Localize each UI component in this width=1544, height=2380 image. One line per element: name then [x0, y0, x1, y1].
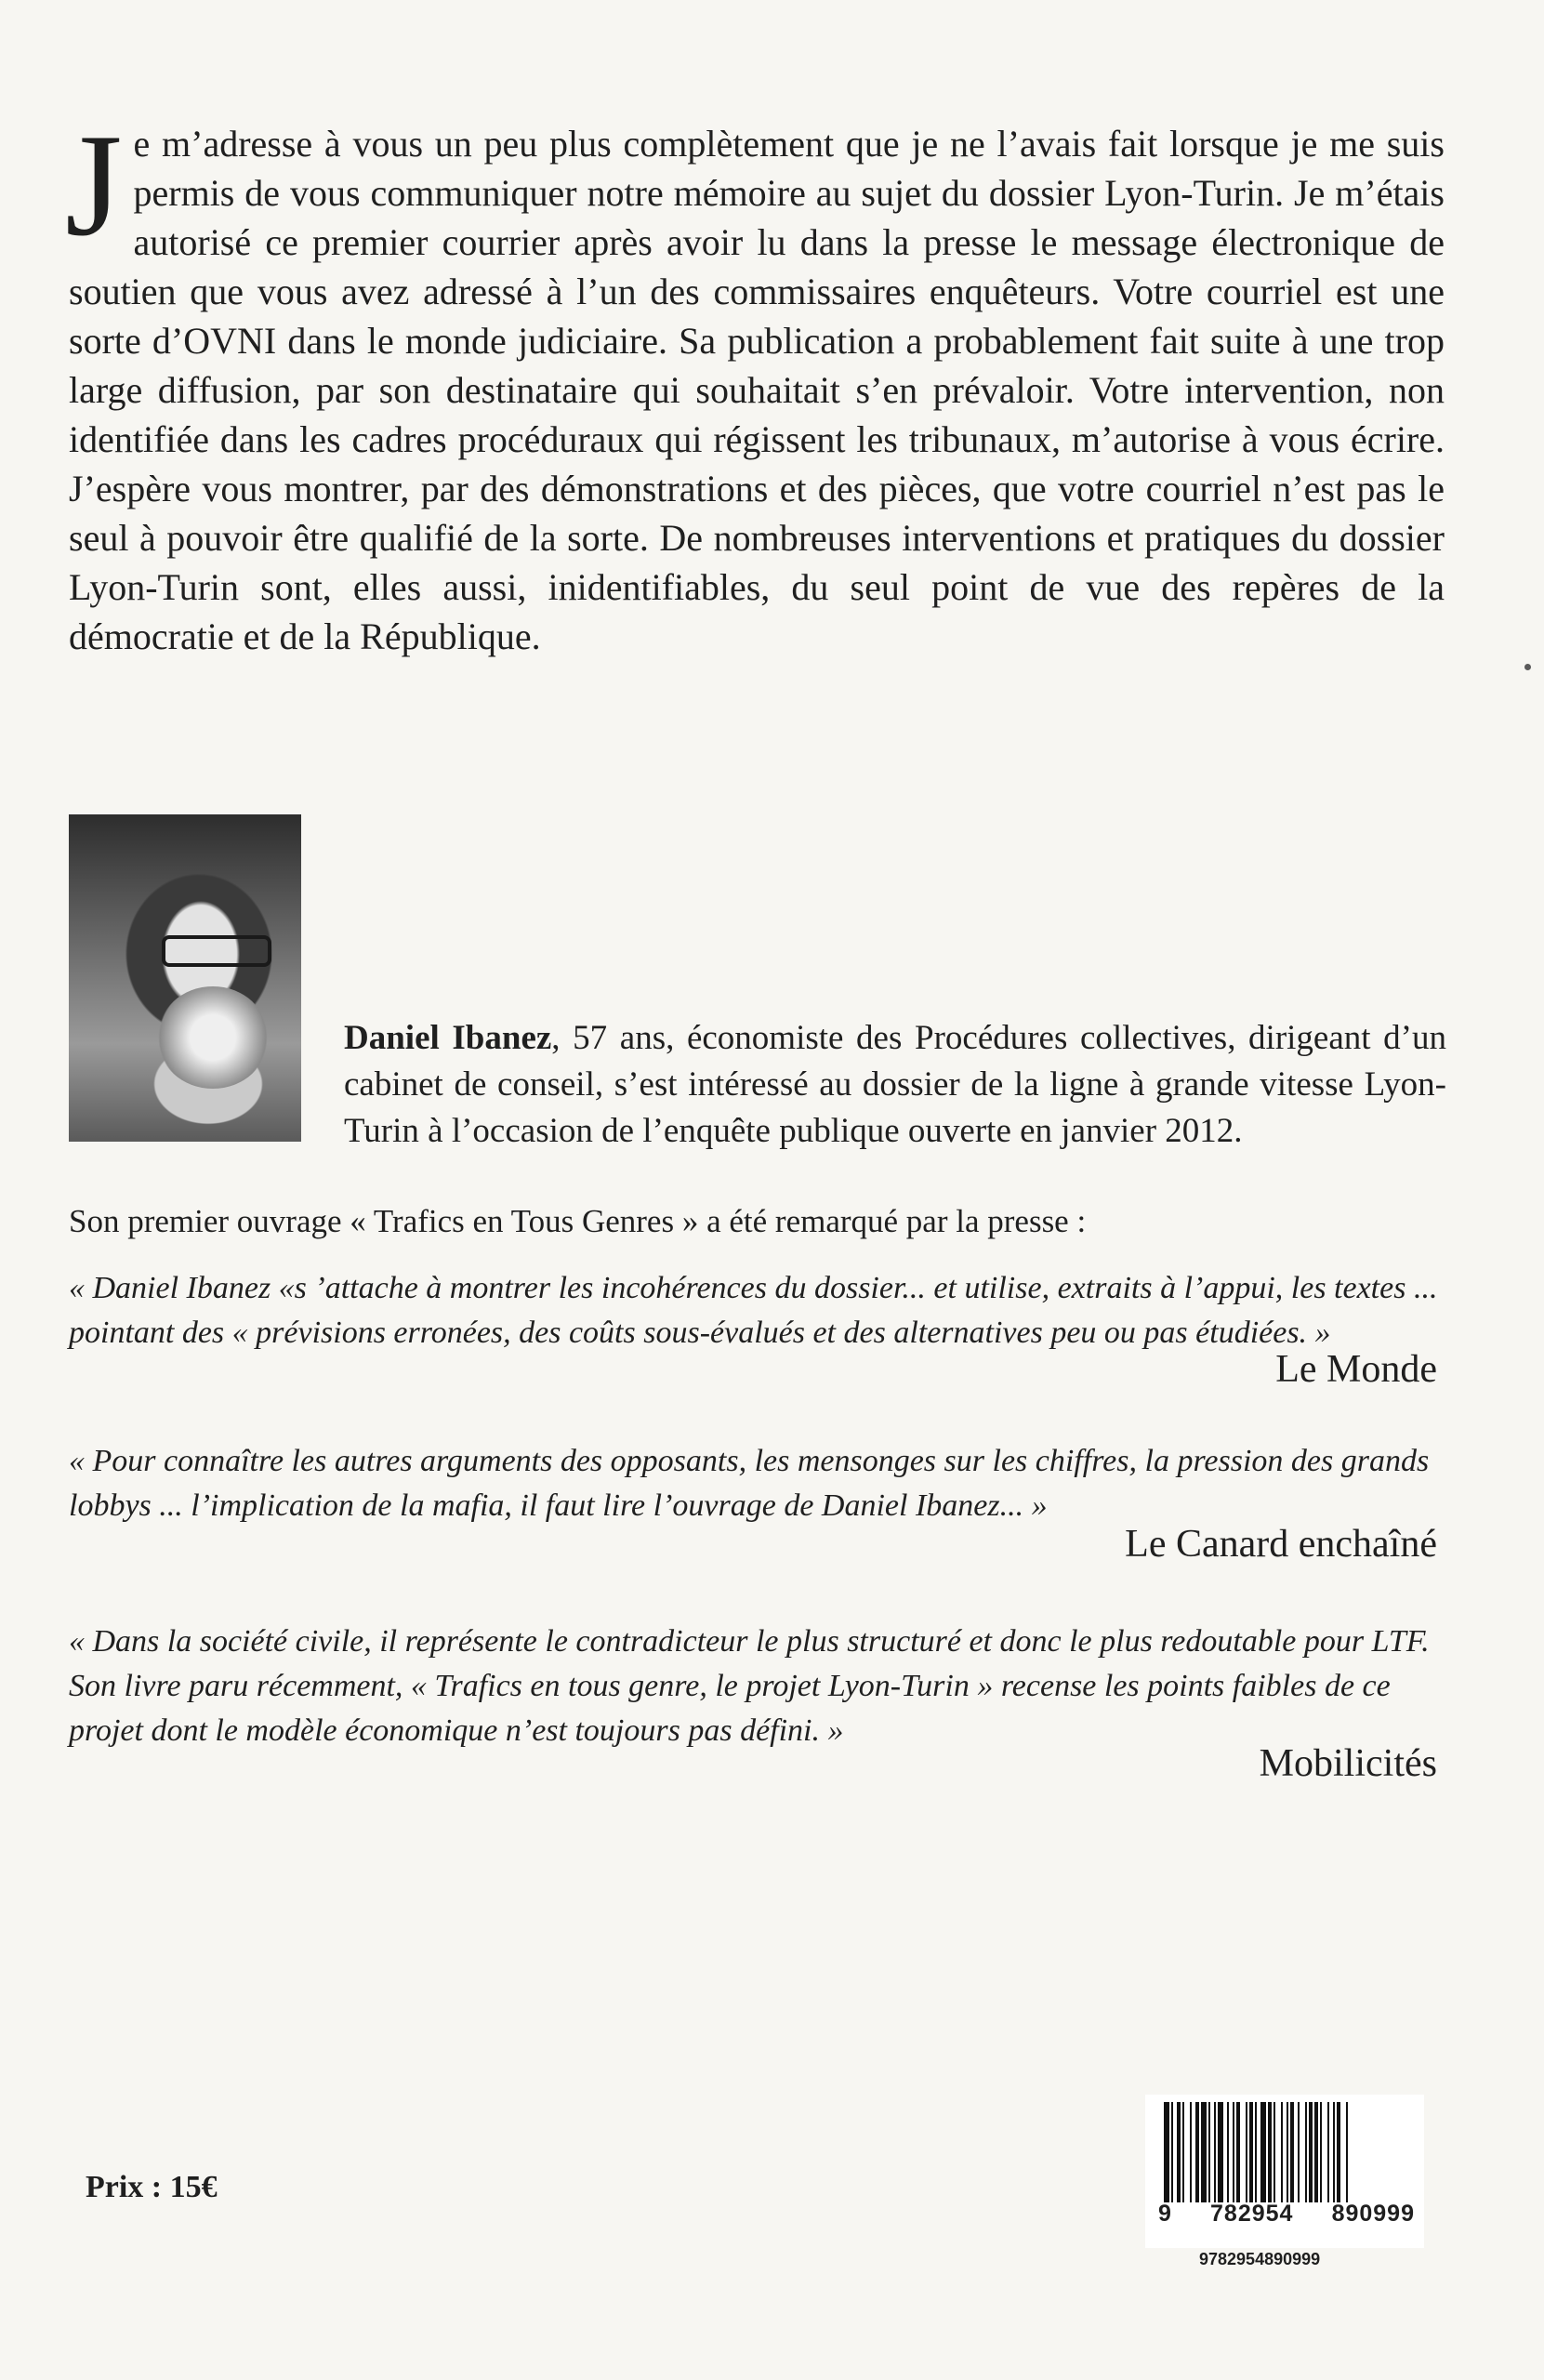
barcode-digit-lead: 9: [1158, 2201, 1172, 2227]
author-portrait: [69, 814, 301, 1142]
author-name: Daniel Ibanez: [344, 1019, 552, 1057]
barcode-bars: [1164, 2102, 1405, 2202]
barcode-digits-left: 782954: [1210, 2201, 1294, 2227]
isbn-text: 9782954890999: [1199, 2250, 1321, 2268]
source-le-monde: Le Monde: [1275, 1348, 1437, 1391]
quote-canard: « Pour connaître les autres arguments des opposants, les mensonges sur les chiffres, la pression des grands lobbys ... l’implication de la mafia, il faut lire l’ouvrage de Daniel Ibanez... »: [69, 1444, 1430, 1523]
intro-text: e m’adresse à vous un peu plus complètement que je ne l’avais fait lorsque je me suis permis de vous communiquer notre mémoire au sujet du dossier Lyon-Turin. Je m’étais autorisé ce premier courrier après avoir lu dans la presse le message électronique de soutien que vous avez adressé à l’un des commissaires enquêteurs. Votre courriel est une sorte d’OVNI dans le monde judiciaire. Sa publication a probablement fait suite à une trop large diffusion, par son destinataire qui souhaitait s’en prévaloir. Votre intervention, non identifiée dans les cadres procéduraux qui régissent les tribunaux, m’autorise à vous écrire. J’espère vous montrer, par des démonstrations et des pièces, que votre courriel n’est pas le seul à pouvoir être qualifié de la sorte. De nombreuses interventions et pratiques du dossier Lyon-Turin sont, elles aussi, inidentifiables, du seul point de vue des repères de la démocratie et de la République.: [69, 123, 1445, 657]
speck: [1524, 664, 1531, 670]
source-mobilicites: Mobilicités: [1259, 1742, 1437, 1785]
barcode-digits-right: 890999: [1331, 2201, 1415, 2227]
author-bio-text: , 57 ans, économiste des Procédures collectives, dirigeant d’un cabinet de conseil, s’est intéressé au dossier de la ligne à grande vitesse Lyon-Turin à l’occasion de l’enquête publique ouverte en janvier 2012.: [344, 1019, 1446, 1150]
price-label: Prix : 15€: [86, 2170, 218, 2204]
quote-le-monde: « Daniel Ibanez «s ’attache à montrer les incohérences du dossier... et utilise, extraits à l’appui, les textes ... pointant des « prévisions erronées, des coûts sous-évalués et des alternatives peu ou pas étudiées. »: [69, 1271, 1438, 1350]
drop-cap: J: [65, 104, 123, 267]
glasses-shape: [162, 935, 271, 967]
source-canard: Le Canard enchaîné: [1125, 1523, 1437, 1566]
barcode: [1145, 2095, 1424, 2248]
barcode-digits: [1158, 2201, 1415, 2228]
first-work-line: Son premier ouvrage « Trafics en Tous Genres » a été remarqué par la presse :: [69, 1203, 1087, 1239]
author-bio: [344, 1015, 1446, 1155]
intro-paragraph: [65, 104, 1445, 661]
beard-shape: [157, 986, 269, 1089]
quote-mobilicites: « Dans la société civile, il représente le contradicteur le plus structuré et donc le plus redoutable pour LTF. Son livre paru récemment, « Trafics en tous genre, le projet Lyon-Turin » recense les points faibles de ce projet dont le modèle économique n’est toujours pas défini. »: [69, 1624, 1430, 1748]
